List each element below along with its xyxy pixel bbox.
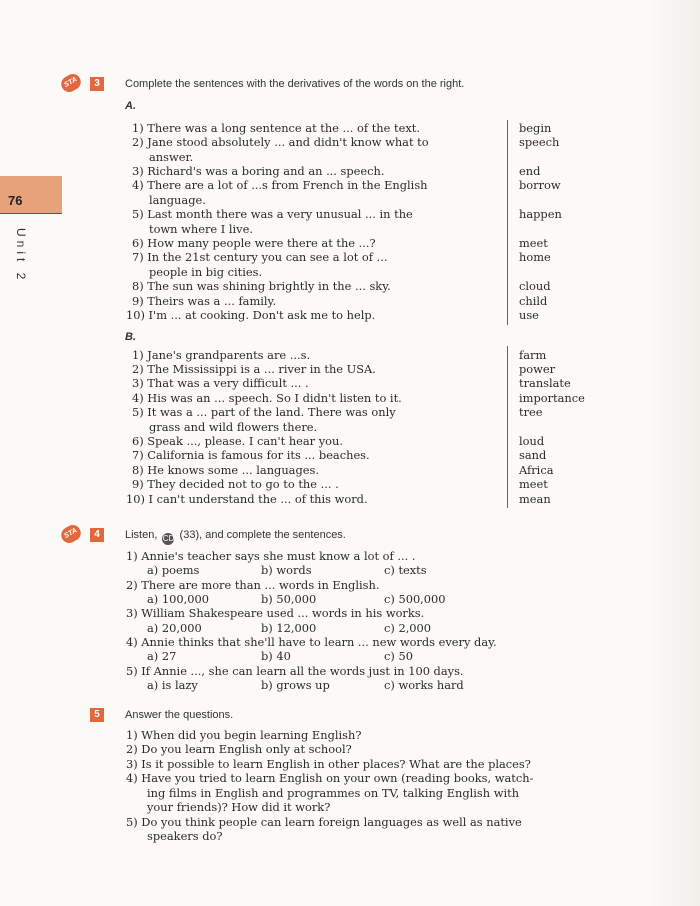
sentence-line: 9) They decided not to go to the ... . [132, 477, 339, 491]
root-word: borrow [519, 178, 561, 192]
part-b-divider [507, 346, 508, 508]
option-a: a) 20,000 [147, 621, 202, 635]
question-line: 3) William Shakespeare used ... words in his works. [126, 606, 425, 620]
root-word: translate [519, 376, 571, 390]
exercise-4-instruction [125, 529, 346, 545]
root-word: farm [519, 348, 547, 362]
exercise-3-number: 3 [90, 77, 104, 91]
part-b-label: B. [125, 331, 136, 343]
sta-badge: STA [58, 71, 83, 95]
root-word: child [519, 294, 548, 308]
option-b: b) 40 [261, 649, 291, 663]
sentence-line: 1) Jane's grandparents are ...s. [132, 348, 311, 362]
page-number: 76 [8, 193, 23, 208]
sentence-line: 9) Theirs was a ... family. [132, 294, 277, 308]
question-line: 2) There are more than ... words in English. [126, 578, 380, 592]
option-c: c) texts [384, 563, 427, 577]
sentence-line: language. [149, 193, 206, 207]
part-a-divider [507, 120, 508, 325]
option-a: a) poems [147, 563, 200, 577]
root-word: mean [519, 492, 551, 506]
option-a: a) is lazy [147, 678, 198, 692]
sentence-line: 8) The sun was shining brightly in the ... sky. [132, 279, 391, 293]
question-line: 2) Do you learn English only at school? [126, 742, 352, 756]
question-line: ing films in English and programmes on TV, talking English with [147, 786, 520, 800]
option-c: c) 2,000 [384, 621, 432, 635]
exercise-3-instruction: Complete the sentences with the derivatives of the words on the right. [125, 78, 465, 90]
root-word: meet [519, 236, 548, 250]
page-edge-shadow [648, 0, 700, 906]
instruction-text: Listen, [125, 529, 158, 541]
sentence-line: 7) California is famous for its ... beaches. [132, 448, 370, 462]
root-word: importance [519, 391, 585, 405]
sentence-line: 1) There was a long sentence at the ... of the text. [132, 121, 420, 135]
question-line: speakers do? [147, 829, 223, 843]
sentence-line: grass and wild flowers there. [149, 420, 318, 434]
sentence-line: 2) Jane stood absolutely ... and didn't know what to [132, 135, 429, 149]
root-word: Africa [519, 463, 554, 477]
question-line: 4) Annie thinks that she'll have to learn ... new words every day. [126, 635, 497, 649]
exercise-4-number: 4 [90, 528, 104, 542]
option-a: a) 27 [147, 649, 177, 663]
sentence-line: people in big cities. [149, 265, 263, 279]
question-line: 1) Annie's teacher says she must know a lot of ... . [126, 549, 416, 563]
root-word: tree [519, 405, 543, 419]
sentence-line: 6) How many people were there at the ...? [132, 236, 376, 250]
sta-badge: STA [58, 522, 83, 546]
sentence-line: 5) It was a ... part of the land. There was only [132, 405, 396, 419]
root-word: meet [519, 477, 548, 491]
question-line: 5) If Annie ..., she can learn all the words just in 100 days. [126, 664, 464, 678]
option-b: b) words [261, 563, 312, 577]
instruction-text: (33), and complete the sentences. [179, 529, 346, 541]
question-line: 5) Do you think people can learn foreign languages as well as native [126, 815, 522, 829]
root-word: power [519, 362, 556, 376]
unit-label: Unit 2 [14, 228, 28, 284]
sentence-line: 10) I can't understand the ... of this word. [126, 492, 368, 506]
option-c: c) 50 [384, 649, 413, 663]
question-line: your friends)? How did it work? [147, 800, 331, 814]
option-c: c) 500,000 [384, 592, 446, 606]
exercise-5-number: 5 [90, 708, 104, 722]
root-word: use [519, 308, 539, 322]
sentence-line: 4) There are a lot of ...s from French in the English [132, 178, 428, 192]
exercise-5-instruction: Answer the questions. [125, 709, 234, 721]
root-word: end [519, 164, 541, 178]
sentence-line: 8) He knows some ... languages. [132, 463, 319, 477]
sentence-line: 3) Richard's was a boring and an ... speech. [132, 164, 385, 178]
sentence-line: town where I live. [149, 222, 253, 236]
part-a-label: A. [125, 100, 136, 112]
option-c: c) works hard [384, 678, 464, 692]
root-word: home [519, 250, 551, 264]
sentence-line: 7) In the 21st century you can see a lot of ... [132, 250, 388, 264]
option-a: a) 100,000 [147, 592, 209, 606]
root-word: speech [519, 135, 560, 149]
question-line: 4) Have you tried to learn English on your own (reading books, watch- [126, 771, 534, 785]
root-word: loud [519, 434, 545, 448]
sentence-line: 6) Speak ..., please. I can't hear you. [132, 434, 343, 448]
sentence-line: 5) Last month there was a very unusual ... in the [132, 207, 413, 221]
option-b: b) 50,000 [261, 592, 317, 606]
tab-divider [0, 213, 62, 214]
sentence-line: 10) I'm ... at cooking. Don't ask me to help. [126, 308, 376, 322]
option-b: b) 12,000 [261, 621, 317, 635]
sentence-line: 2) The Mississippi is a ... river in the USA. [132, 362, 376, 376]
sentence-line: 3) That was a very difficult ... . [132, 376, 309, 390]
audio-disc-icon[interactable]: CD [162, 534, 175, 543]
option-b: b) grows up [261, 678, 330, 692]
sentence-line: 4) His was an ... speech. So I didn't listen to it. [132, 391, 402, 405]
root-word: begin [519, 121, 552, 135]
sentence-line: answer. [149, 150, 194, 164]
root-word: happen [519, 207, 562, 221]
question-line: 3) Is it possible to learn English in other places? What are the places? [126, 757, 531, 771]
root-word: sand [519, 448, 547, 462]
question-line: 1) When did you begin learning English? [126, 728, 362, 742]
root-word: cloud [519, 279, 551, 293]
